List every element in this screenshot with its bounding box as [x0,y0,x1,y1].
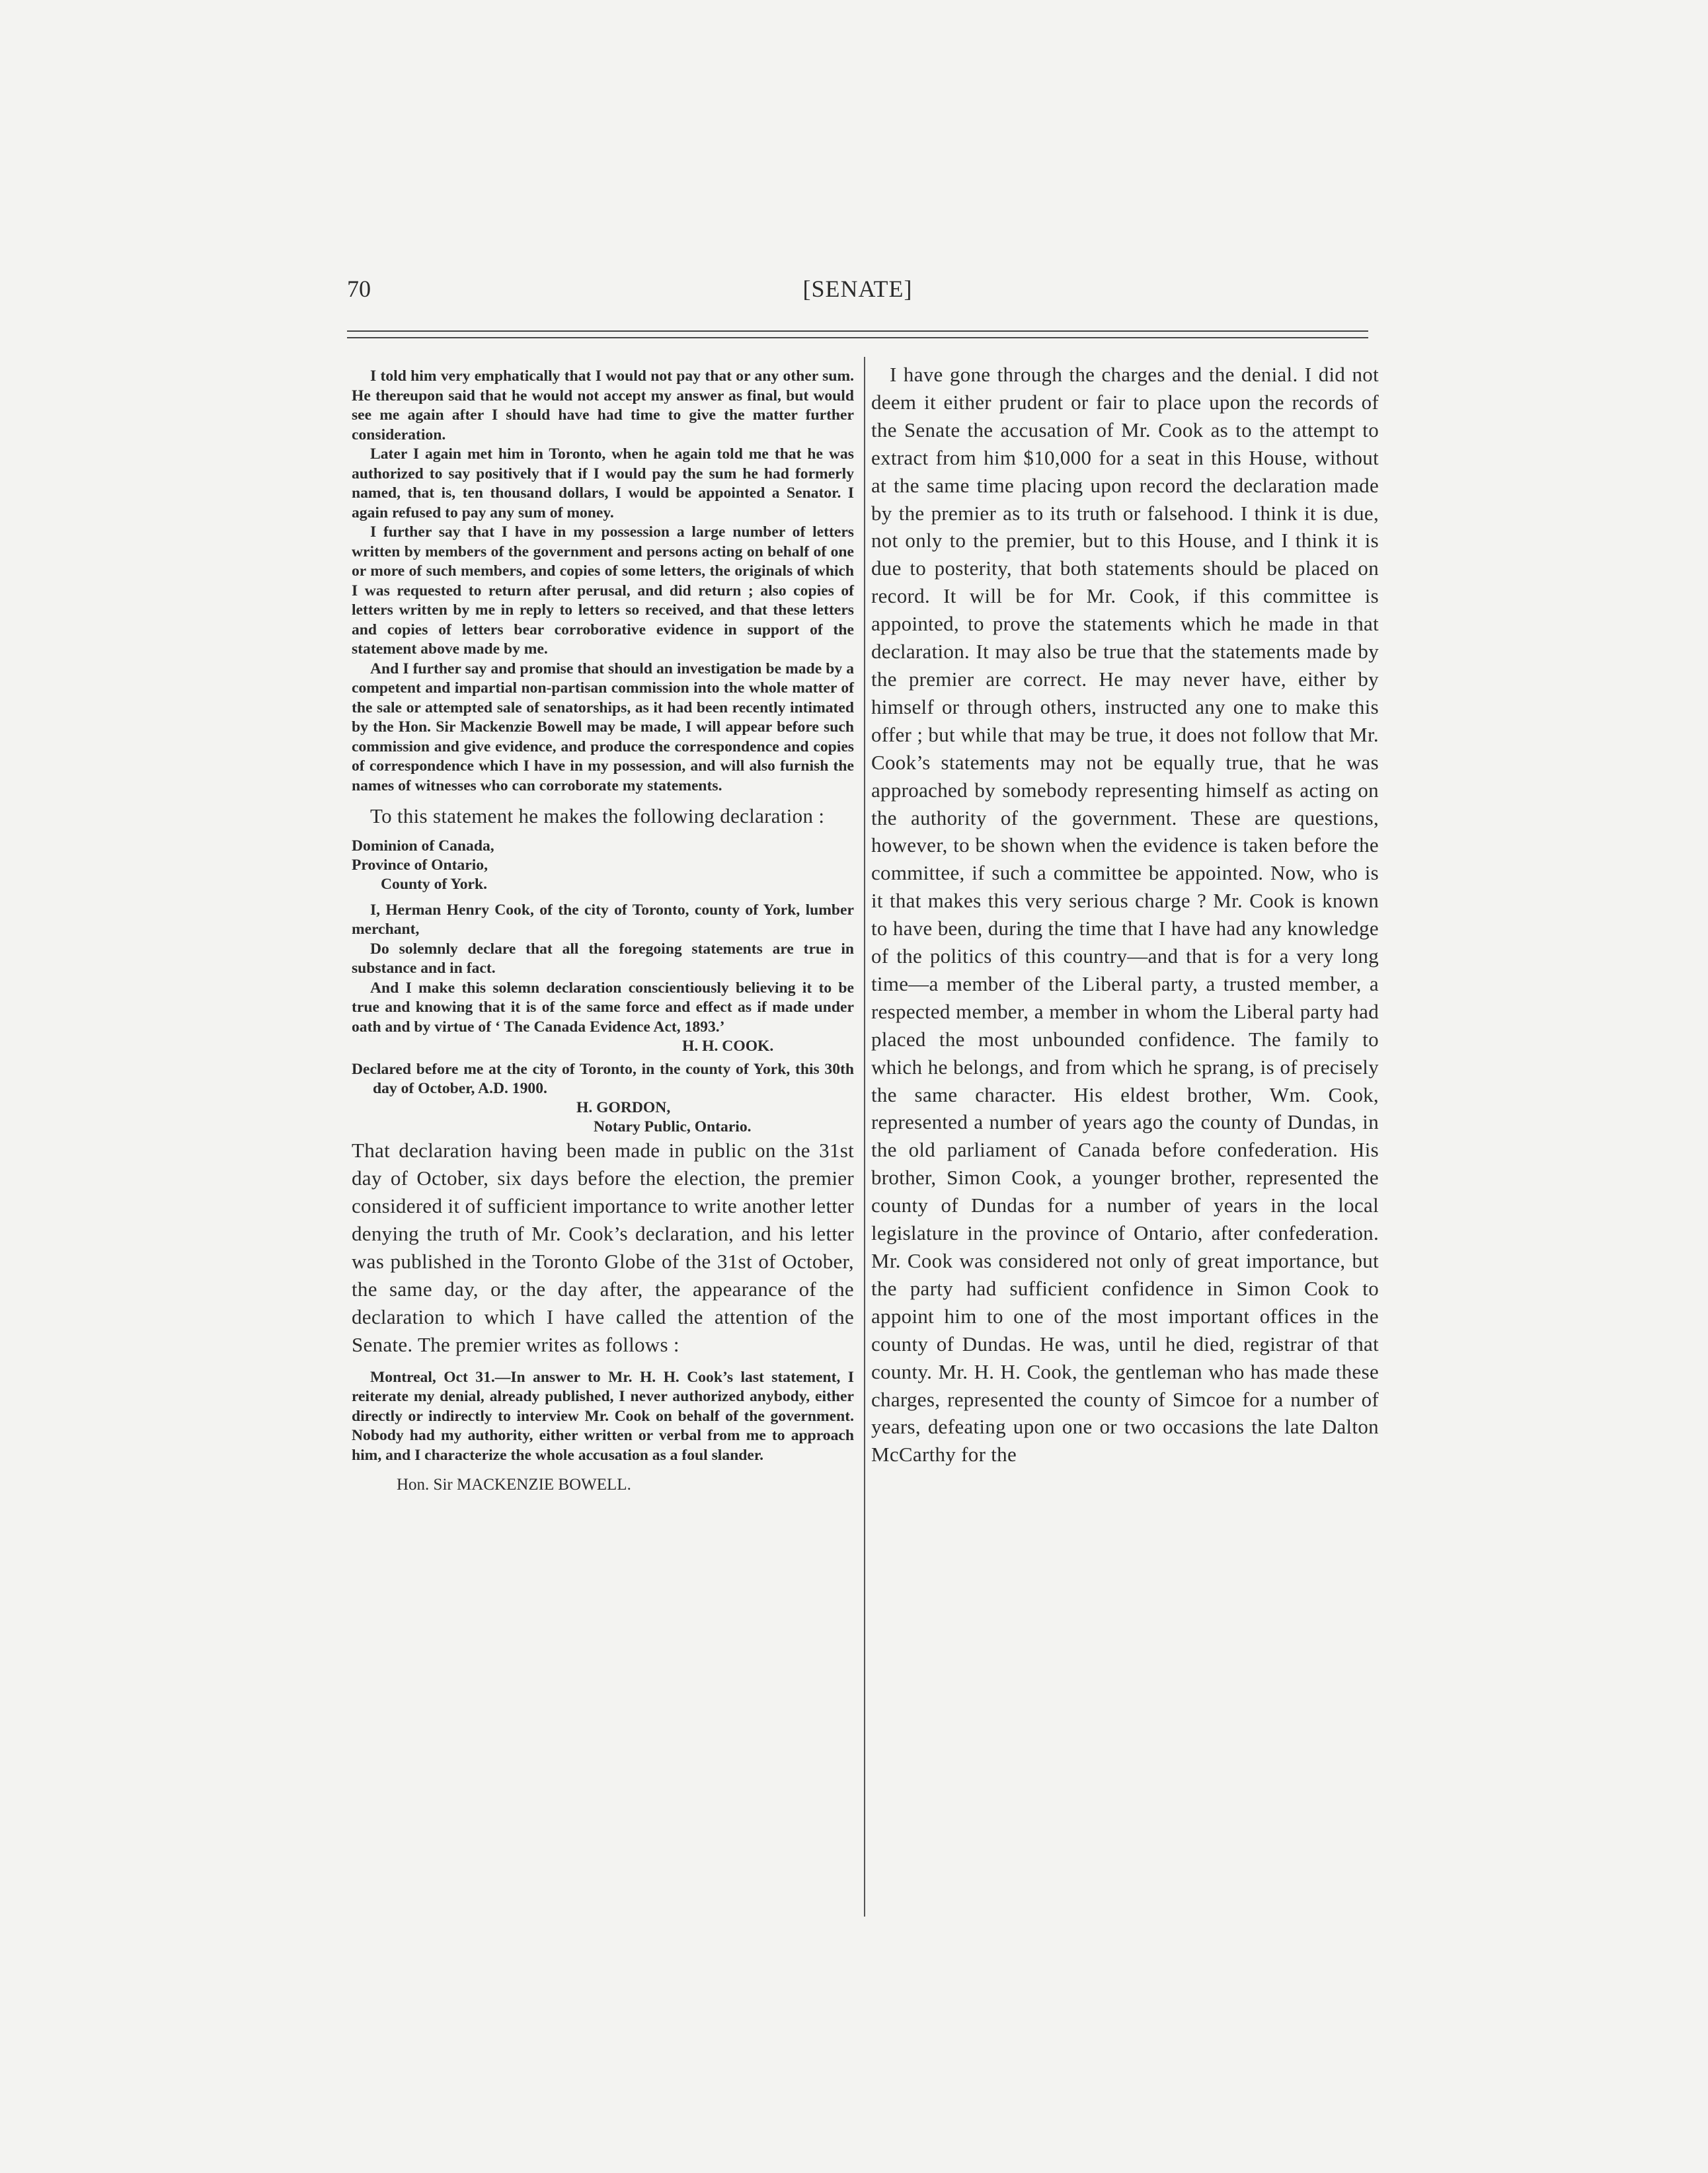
signature-gordon: H. GORDON, [576,1099,671,1117]
running-head: [SENATE] [802,276,913,302]
paragraph: To this statement he makes the following declaration : [370,804,825,827]
address-line: Province of Ontario, [352,856,488,874]
column-divider [864,357,865,1917]
header-rule-bottom [347,337,1368,338]
signature-title: Notary Public, Ontario. [594,1118,752,1136]
paragraph: And I further say and promise that should an investigation be made by a competent and impartial non-partisan commission into the whole matter of the sale or attempted sale of senatorships, as it had been recently intimated by the Hon. Sir Mackenzie Bowell may be made, I will appear before such commission and give evidence, and produce the correspondence and copies of correspondence which I have in my possession, and will also furnish the names of witnesses who can corroborate my statements. [352,660,854,794]
signature-cook: H. H. COOK. [682,1038,774,1055]
paragraph: Later I again met him in Toronto, when he again told me that he was authorized to say positively that if I would pay the sum he had formerly named, that is, ten thousand dollars, I would be appointed a Senator. I again refused to pay any sum of money. [352,445,854,521]
paragraph: Declared before me at the city of Toronto, in the county of York, this 30th day of October, A.D. 1900. [352,1061,854,1098]
address-line: Dominion of Canada, [352,837,494,855]
left-column [352,367,854,1496]
right-column [871,361,1379,1468]
paragraph: That declaration having been made in public on the 31st day of October, six days before the election, the premier considered it of sufficient importance to write another letter denying the truth of Mr. Cook’s declaration, and his letter was published in the Toronto Globe of the 31st of October, the same day, or the day after, the appearance of the declaration to which I have called the attention of the Senate. The premier writes as follows : [352,1139,854,1356]
page-number: 70 [347,276,371,302]
letter-signature: Hon. Sir MACKENZIE BOWELL. [397,1476,631,1494]
page-header [347,275,1368,315]
paragraph: I have gone through the charges and the denial. I did not deem it either prudent or fair to place upon the records of the Senate the accusation of Mr. Cook as to the attempt to extract from him $10,000 for a seat in this House, without at the same time placing upon record the declaration made by the premier as to its truth or falsehood. I think it is due, not only to the premier, but to this House, and I think it is due to posterity, that both statements should be placed on record. It will be for Mr. Cook, if this committee is appointed, to prove the statements which he made in that declaration. It may also be true that the statements made by the premier are correct. He may never have, either by himself or through others, instructed any one to make this offer ; but while that may be true, it does not follow that Mr. Cook’s statements may not be equally true, that he was approached by somebody representing himself as acting on the authority of the government. These are questions, however, to be shown when the evidence is taken before the committee, if such a committee be appointed. Now, who is it that makes this very serious charge ? Mr. Cook is known to have been, during the time that I have had any knowledge of the politics of this country—and that is for a very long time—a member of the Liberal party, a trusted member, a respected member, a member in whom the Liberal party had placed the most unbounded confidence. The family to which he belongs, and from which he sprang, is of precisely the same character. His eldest brother, Wm. Cook, represented a number of years ago the county of Dundas, in the old parliament of Canada before confederation. His brother, Simon Cook, a younger brother, represented the county of Dundas for a number of years in the local legislature in the province of Ontario, after confederation. Mr. Cook was considered not only of great importance, but the party had sufficient confidence in Simon Cook to appoint him to one of the most important offices in the county of Dundas. He was, until he died, registrar of that county. Mr. H. H. Cook, the gentleman who has made these charges, represented the county of Simcoe for a number of years, defeating upon one or two occasions the late Dalton McCarthy for the [871,363,1379,1467]
paragraph: And I make this solemn declaration conscientiously believing it to be true and knowing that it is of the same force and effect as if made under oath and by virtue of ‘ The Canada Evidence Act, 1893.’ [352,979,854,1036]
paragraph: I, Herman Henry Cook, of the city of Toronto, county of York, lumber merchant, [352,901,854,938]
paragraph: I further say that I have in my possession a large number of letters written by members of the government and persons acting on behalf of one or more of such members, and copies of some letters, the originals of which I was requested to return after perusal, and did return ; also copies of letters written by me in reply to letters so received, and that these letters and copies of letters bear corroborative evidence in support of the statement above made by me. [352,523,854,658]
declaration-address [352,837,854,894]
header-rule-top [347,330,1368,332]
paragraph: I told him very emphatically that I would not pay that or any other sum. He thereupon said that he would not accept my answer as final, but would see me again after I should have had time to give the matter further consideration. [352,367,854,443]
paragraph: Do solemnly declare that all the foregoing statements are true in substance and in fact. [352,940,854,977]
address-line: County of York. [381,875,488,893]
quoted-letter: Montreal, Oct 31.—In answer to Mr. H. H. Cook’s last statement, I reiterate my denial, already published, I never authorized anybody, either directly or indirectly to interview Mr. Cook on behalf of the government. Nobody had my authority, either written or verbal from me to approach him, and I characterize the whole accusation as a foul slander. [352,1368,854,1464]
